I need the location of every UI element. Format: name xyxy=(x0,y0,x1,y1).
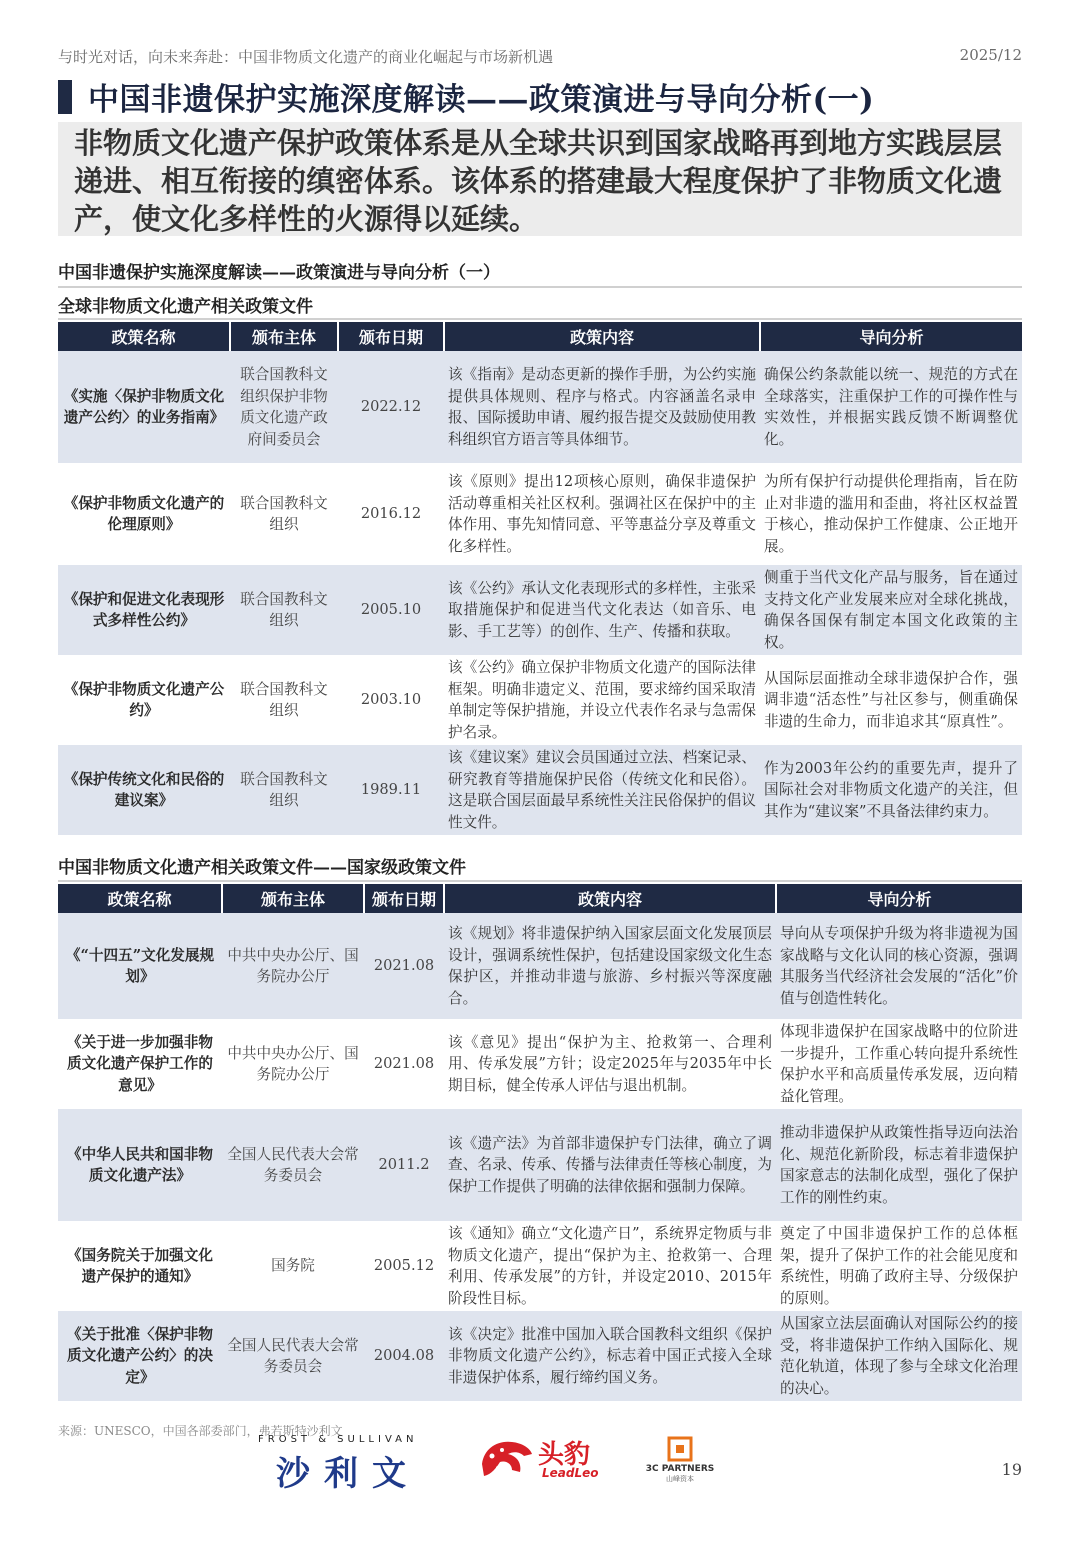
policy-issuer: 联合国教科文组织保护非物质文化遗产政府间委员会 xyxy=(230,351,338,463)
global-heading: 全球非物质文化遗产相关政策文件 xyxy=(58,297,313,317)
policy-analysis: 为所有保护行动提供伦理指南，旨在防止对非遗的滥用和歪曲，将社区权益置于核心，推动保护工作健康、公正地开展。 xyxy=(760,463,1022,565)
policy-date: 2021.08 xyxy=(364,913,444,1019)
policy-analysis: 推动非遗保护从政策性指导迈向法治化、规范化新阶段，标志着非遗保护国家意志的法制化成型，强化了保护工作的刚性约束。 xyxy=(776,1109,1022,1221)
policy-date: 2021.08 xyxy=(364,1019,444,1109)
policy-name: 《保护传统文化和民俗的建议案》 xyxy=(58,745,230,835)
col-header-date: 颁布日期 xyxy=(364,884,444,913)
leadleo-en: LeadLeo xyxy=(542,1466,599,1480)
table-row xyxy=(58,351,1022,463)
3c-partners-mark-icon xyxy=(667,1436,693,1462)
policy-content: 该《通知》确立“文化遗产日”，系统界定物质与非物质文化遗产，提出“保护为主、抢救第一、合理利用、传承发展”的方针，并设定2010、2015年阶段性目标。 xyxy=(444,1221,776,1311)
policy-content: 该《建议案》建议会员国通过立法、档案记录、研究教育等措施保护民俗（传统文化和民俗）。这是联合国层面最早系统性关注民俗保护的倡议性文件。 xyxy=(444,745,760,835)
leadleo-cn: 头豹 xyxy=(538,1440,591,1470)
page-title-text: 中国非遗保护实施深度解读——政策演进与导向分析(一) xyxy=(88,82,875,118)
col-header-date: 颁布日期 xyxy=(338,322,444,351)
running-header xyxy=(58,46,1022,72)
policy-analysis: 从国际层面推动全球非遗保护合作，强调非遗“活态性”与社区参与，侧重确保非遗的生命力，而非追求其“原真性”。 xyxy=(760,655,1022,745)
col-header-content: 政策内容 xyxy=(444,884,776,913)
policy-content: 该《公约》确立保护非物质文化遗产的国际法律框架。明确非遗定义、范围，要求缔约国采取清单制定等保护措施，并设立代表作名录与急需保护名录。 xyxy=(444,655,760,745)
policy-date: 1989.11 xyxy=(338,745,444,835)
table-row xyxy=(58,463,1022,565)
frost-sullivan-cn: 沙利文 xyxy=(276,1454,420,1494)
table-row xyxy=(58,745,1022,835)
policy-content: 该《公约》承认文化表现形式的多样性，主张采取措施保护和促进当代文化表达（如音乐、电影、手工艺等）的创作、生产、传播和获取。 xyxy=(444,565,760,655)
frost-sullivan-logo xyxy=(258,1434,452,1494)
3c-partners-logo xyxy=(640,1436,720,1488)
policy-issuer: 全国人民代表大会常务委员会 xyxy=(222,1311,364,1401)
policy-analysis: 体现非遗保护在国家战略中的位阶进一步提升，工作重心转向提升系统性保护水平和高质量传承发展，迈向精益化管理。 xyxy=(776,1019,1022,1109)
policy-issuer: 中共中央办公厅、国务院办公厅 xyxy=(222,913,364,1019)
col-header-analysis: 导向分析 xyxy=(776,884,1022,913)
policy-name: 《国务院关于加强文化遗产保护的通知》 xyxy=(58,1221,222,1311)
policy-date: 2016.12 xyxy=(338,463,444,565)
page-title xyxy=(58,74,1038,116)
policy-analysis: 导向从专项保护升级为将非遗视为国家战略与文化认同的核心资源，强调其服务当代经济社会发展的“活化”价值与创造性转化。 xyxy=(776,913,1022,1019)
table-header-row xyxy=(58,884,1022,913)
page-number: 19 xyxy=(1001,1460,1022,1479)
policy-name: 《保护非物质文化遗产的伦理原则》 xyxy=(58,463,230,565)
running-title: 与时光对话，向未来奔赴：中国非物质文化遗产的商业化崛起与市场新机遇 xyxy=(58,48,554,66)
policy-content: 该《遗产法》为首部非遗保护专门法律，确立了调查、名录、传承、传播与法律责任等核心制度，为保护工作提供了明确的法律依据和强制力保障。 xyxy=(444,1109,776,1221)
policy-issuer: 联合国教科文组织 xyxy=(230,463,338,565)
policy-date: 2011.2 xyxy=(364,1109,444,1221)
policy-issuer: 全国人民代表大会常务委员会 xyxy=(222,1109,364,1221)
summary-box: 非物质文化遗产保护政策体系是从全球共识到国家战略再到地方实践层层递进、相互衔接的缜密体系。该体系的搭建最大程度保护了非物质文化遗产，使文化多样性的火源得以延续。 xyxy=(58,122,1022,236)
policy-issuer: 中共中央办公厅、国务院办公厅 xyxy=(222,1019,364,1109)
col-header-issuer: 颁布主体 xyxy=(222,884,364,913)
report-date: 2025/12 xyxy=(959,46,1022,64)
table-row xyxy=(58,1311,1022,1401)
divider xyxy=(58,318,1022,320)
table-row xyxy=(58,565,1022,655)
leadleo-logo xyxy=(478,1432,608,1488)
col-header-name: 政策名称 xyxy=(58,322,230,351)
table-row xyxy=(58,1109,1022,1221)
table-row xyxy=(58,1221,1022,1311)
col-header-analysis: 导向分析 xyxy=(760,322,1022,351)
policy-date: 2005.12 xyxy=(364,1221,444,1311)
policy-name: 《关于进一步加强非物质文化遗产保护工作的意见》 xyxy=(58,1019,222,1109)
divider xyxy=(58,880,1022,882)
source-note: 来源：UNESCO，中国各部委部门，弗若斯特沙利文 xyxy=(58,1424,343,1438)
policy-name: 《实施〈保护非物质文化遗产公约〉的业务指南》 xyxy=(58,351,230,463)
policy-date: 2005.10 xyxy=(338,565,444,655)
policy-name: 《“十四五”文化发展规划》 xyxy=(58,913,222,1019)
policy-content: 该《意见》提出“保护为主、抢救第一、合理利用、传承发展”方针；设定2025年与2035年中长期目标，健全传承人评估与退出机制。 xyxy=(444,1019,776,1109)
policy-content: 该《规划》将非遗保护纳入国家层面文化发展顶层设计，强调系统性保护，包括建设国家级文化生态保护区，并推动非遗与旅游、乡村振兴等深度融合。 xyxy=(444,913,776,1019)
col-header-content: 政策内容 xyxy=(444,322,760,351)
policy-date: 2003.10 xyxy=(338,655,444,745)
national-heading: 中国非物质文化遗产相关政策文件——国家级政策文件 xyxy=(58,858,466,878)
col-header-issuer: 颁布主体 xyxy=(230,322,338,351)
policy-issuer: 联合国教科文组织 xyxy=(230,655,338,745)
national-policy-table xyxy=(58,884,1022,1401)
policy-date: 2004.08 xyxy=(364,1311,444,1401)
title-marker xyxy=(58,80,72,114)
policy-issuer: 联合国教科文组织 xyxy=(230,745,338,835)
policy-analysis: 从国家立法层面确认对国际公约的接受，将非遗保护工作纳入国际化、规范化轨道，体现了参与全球文化治理的决心。 xyxy=(776,1311,1022,1401)
policy-date: 2022.12 xyxy=(338,351,444,463)
global-policy-table xyxy=(58,322,1022,835)
policy-analysis: 确保公约条款能以统一、规范的方式在全球落实，注重保护工作的可操作性与实效性，并根据实践反馈不断调整优化。 xyxy=(760,351,1022,463)
divider xyxy=(58,286,1022,288)
3c-partners-cn: 山峰资本 xyxy=(666,1475,694,1483)
policy-analysis: 作为2003年公约的重要先声，提升了国际社会对非物质文化遗产的关注，但其作为“建议案”不具备法律约束力。 xyxy=(760,745,1022,835)
3c-partners-en: 3C PARTNERS xyxy=(645,1464,715,1474)
section-title: 中国非遗保护实施深度解读——政策演进与导向分析（一） xyxy=(58,263,500,283)
policy-content: 该《指南》是动态更新的操作手册，为公约实施提供具体规则、程序与格式。内容涵盖名录申报、国际援助申请、履约报告提交及鼓励使用教科组织官方语言等具体细节。 xyxy=(444,351,760,463)
frost-sullivan-en: FROST & SULLIVAN xyxy=(258,1434,418,1445)
policy-analysis: 侧重于当代文化产品与服务，旨在通过支持文化产业发展来应对全球化挑战，确保各国保有制定本国文化政策的主权。 xyxy=(760,565,1022,655)
policy-issuer: 国务院 xyxy=(222,1221,364,1311)
policy-issuer: 联合国教科文组织 xyxy=(230,565,338,655)
policy-name: 《保护非物质文化遗产公约》 xyxy=(58,655,230,745)
table-row xyxy=(58,655,1022,745)
col-header-name: 政策名称 xyxy=(58,884,222,913)
table-row xyxy=(58,913,1022,1019)
policy-analysis: 奠定了中国非遗保护工作的总体框架，提升了保护工作的社会能见度和系统性，明确了政府主导、分级保护的原则。 xyxy=(776,1221,1022,1311)
policy-name: 《关于批准〈保护非物质文化遗产公约〉的决定》 xyxy=(58,1311,222,1401)
table-header-row xyxy=(58,322,1022,351)
policy-content: 该《决定》批准中国加入联合国教科文组织《保护非物质文化遗产公约》，标志着中国正式接入全球非遗保护体系，履行缔约国义务。 xyxy=(444,1311,776,1401)
policy-name: 《中华人民共和国非物质文化遗产法》 xyxy=(58,1109,222,1221)
table-row xyxy=(58,1019,1022,1109)
policy-name: 《保护和促进文化表现形式多样性公约》 xyxy=(58,565,230,655)
policy-content: 该《原则》提出12项核心原则，确保非遗保护活动尊重相关社区权利。强调社区在保护中的主体作用、事先知情同意、平等惠益分享及尊重文化多样性。 xyxy=(444,463,760,565)
leopard-icon xyxy=(478,1434,534,1480)
